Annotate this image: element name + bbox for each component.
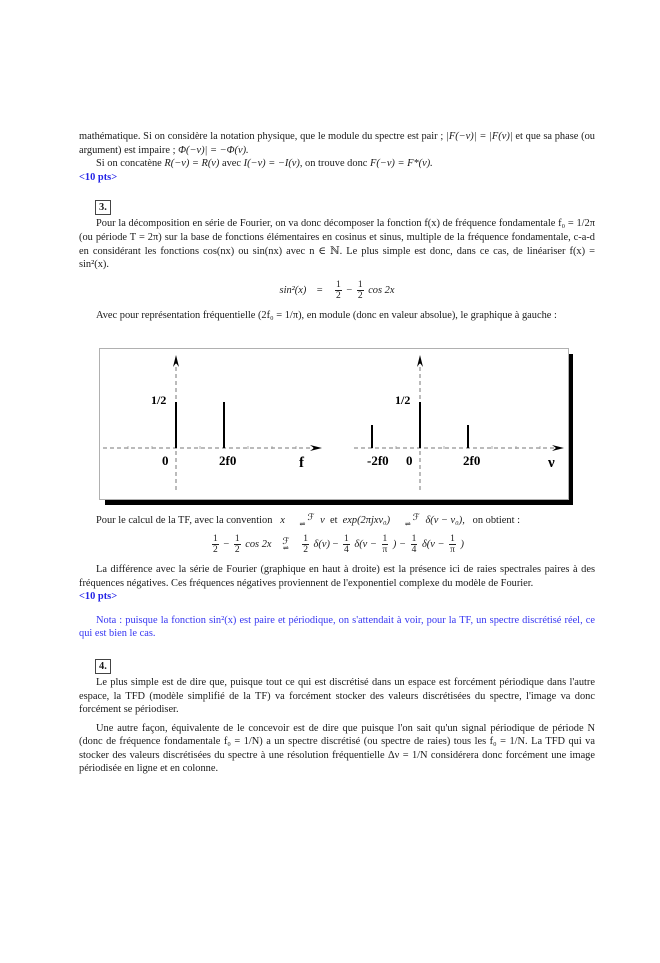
numerator: 1 <box>335 279 341 290</box>
fraction <box>411 534 418 555</box>
numerator: 1 <box>213 533 218 544</box>
math: x <box>280 515 285 527</box>
denominator: π <box>450 544 455 555</box>
math-phase-odd: Φ(−ν)| = −Φ(ν). <box>178 144 249 156</box>
math: δ(ν − <box>354 538 377 550</box>
math: ) − <box>392 538 406 550</box>
math: δ(ν − <box>421 538 445 550</box>
math: F(−ν) = F*(ν). <box>370 158 433 170</box>
math: = <box>316 284 323 296</box>
denominator: 2 <box>357 290 363 301</box>
denominator: 2 <box>303 544 308 555</box>
fourier-pair-symbol: ℱ ⇌ <box>396 514 420 527</box>
denominator: 4 <box>344 544 349 555</box>
fraction <box>343 534 350 555</box>
fourier-pair-symbol: ℱ ⇌ <box>282 535 290 552</box>
text: avec <box>222 158 242 170</box>
x-axis-label: ν <box>548 455 555 471</box>
x-axis-label: f <box>299 455 304 471</box>
x-tick-label: -2f0 <box>367 453 389 468</box>
math: R(−ν) = R(ν) <box>164 158 220 170</box>
paragraph-conjugate <box>79 157 595 171</box>
fourier-pair-symbol: ℱ ⇌ <box>290 514 314 527</box>
paragraph-fourier-series: Pour la décomposition en série de Fourier, on va donc décomposer la fonction f(x) de fréquence fondamentale f₀ = 1/2π (ou période T = 2π) sur la base de fonctions élémentaires en cosinus et sinus, multiple de la fréquence fondamentale, c-a-d en considérant les fonctions cos(nx) ou sin(nx) avec n ∈ ℕ. Le plus simple est donc, dans ce cas, de linéariser f(x) = sin²(x). <box>79 218 595 271</box>
math: − <box>332 538 339 550</box>
paragraph-periodisation: Le plus simple est de dire que, puisque tout ce qui est discrétisé dans un espace est forcément périodique dans l'autre espace, la TFD (modèle simplifié de la TF) va forcément stocker des valeurs discrétisées du spectre, l'image va donc forcément se périodiser. <box>79 676 595 716</box>
math: sin²(x) <box>279 284 307 296</box>
fraction <box>449 534 456 555</box>
x-tick-label: 2f0 <box>219 453 237 468</box>
equation-linearisation <box>79 280 595 301</box>
paragraph-difference: La différence avec la série de Fourier (graphique en haut à droite) est la présence ici de raies spectrales paires à des fréquences négatives. Ces fréquences négatives proviennent de l'exponentiel complexe du modèle de Fourier. <box>79 563 595 589</box>
fraction <box>382 534 389 555</box>
numerator: 1 <box>411 533 417 544</box>
figure-shadow-bottom <box>105 500 573 505</box>
math-modulus-even: |F(−ν)| = |F(ν)| <box>445 131 513 142</box>
y-tick-label: 1/2 <box>151 393 167 407</box>
note-paragraph: Nota : puisque la fonction sin²(x) est paire et périodique, on s'attendait à voir, pour la TF, un spectre discrétisé réel, ce qui est bien le cas. <box>79 614 595 640</box>
figure-frame <box>100 349 569 500</box>
fraction <box>234 534 241 555</box>
math: − <box>346 284 353 296</box>
question-number-3: 3. <box>95 200 111 215</box>
denominator: 2 <box>335 290 341 301</box>
text: mathématique. Si on considère la notation physique, que le module du spectre est pair ; <box>79 131 444 142</box>
equation-tf <box>79 534 595 555</box>
numerator: 1 <box>303 533 308 544</box>
paragraph-graph-intro: Avec pour représentation fréquentielle (2f₀ = 1/π), en module (donc en valeur absolue), le graphique à gauche : <box>96 309 557 321</box>
numerator: 1 <box>382 533 388 544</box>
y-tick-label: 1/2 <box>395 393 411 407</box>
points-badge: <10 pts> <box>79 591 118 603</box>
text: , on trouve donc <box>299 158 368 170</box>
denominator: π <box>382 544 388 555</box>
question-number-4: 4. <box>95 659 111 674</box>
math: exp(2πjxν₀) <box>342 515 391 527</box>
fourier-icon: ℱ <box>282 535 290 546</box>
points-badge: <10 pts> <box>79 171 118 183</box>
fraction <box>212 534 219 555</box>
math: cos 2x <box>368 284 395 296</box>
numerator: 1 <box>450 533 455 544</box>
math: ν <box>320 515 325 527</box>
x-tick-label: 0 <box>162 453 169 468</box>
text: et <box>515 131 523 142</box>
paragraph-symmetry <box>79 130 595 157</box>
spectrum-figure <box>99 348 573 505</box>
math: cos 2x <box>245 538 272 550</box>
fraction <box>302 534 309 555</box>
numerator: 1 <box>234 533 240 544</box>
text: on obtient : <box>472 515 520 527</box>
x-tick-label: 0 <box>406 453 413 468</box>
denominator: 4 <box>411 544 417 555</box>
math: I(−ν) = −I(ν) <box>243 158 300 170</box>
paragraph-alternative: Une autre façon, équivalente de le concevoir est de dire que puisque l'on sait qu'un signal périodique de période N (donc de fréquence fondamentale f₀ = 1/N) a un spectre discrétisé (ou spectre de raies) tous les f₀ = 1/N. La TFD qui va stocker des valeurs discrétisées du spectre à une résolution fréquentielle Δν = 1/N considérera donc forcément une image périodisée en ligne et en colonne. <box>79 722 595 775</box>
math: ) <box>460 538 464 550</box>
numerator: 1 <box>344 533 349 544</box>
denominator: 2 <box>213 544 218 555</box>
math: − <box>223 538 230 550</box>
fraction <box>357 280 364 301</box>
math: δ(ν) <box>313 538 330 550</box>
text: et <box>329 515 338 527</box>
figure-shadow-right <box>569 354 573 505</box>
numerator: 1 <box>357 279 363 290</box>
denominator: 2 <box>234 544 240 555</box>
math: δ(ν − ν₀), <box>425 515 465 527</box>
text: Si on concatène <box>96 158 162 170</box>
fraction <box>335 280 342 301</box>
x-tick-label: 2f0 <box>463 453 481 468</box>
fourier-icon: ℱ <box>307 512 315 523</box>
paragraph-tf-convention <box>79 514 595 528</box>
text: Pour le calcul de la TF, avec la convention <box>96 515 273 527</box>
fourier-icon: ℱ <box>412 512 420 523</box>
text: que sa phase (ou argument) est impaire ; <box>79 131 595 156</box>
spectrum-figure-svg <box>99 348 573 505</box>
